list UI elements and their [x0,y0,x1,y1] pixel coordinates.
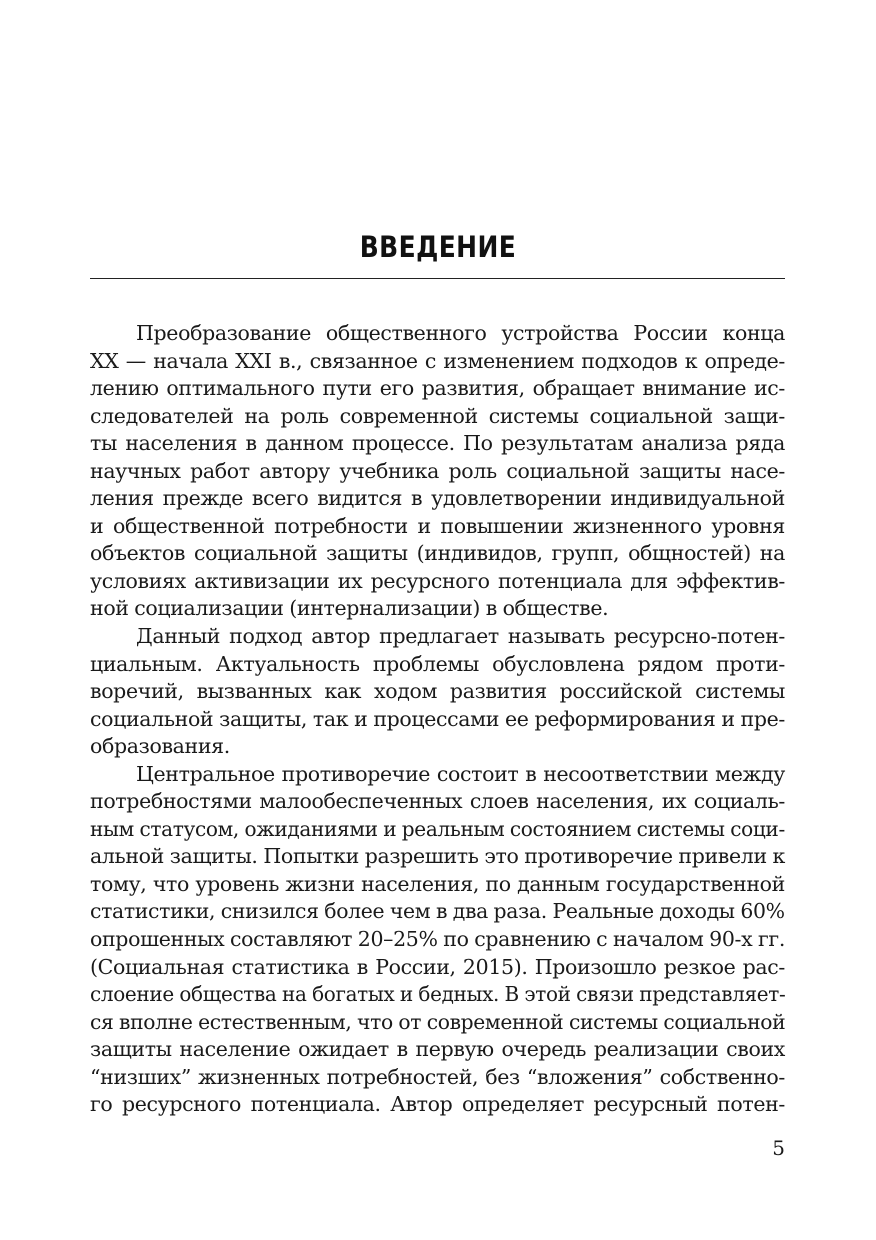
text-line: условиях активизации их ресурсного потенциала для эффектив- [90,568,785,593]
text-line: ным статусом, ожиданиями и реальным состоянием системы соци- [90,816,785,841]
text-line: научных работ автору учебника роль социальной защиты насе- [90,458,785,483]
text-line: потребностями малообеспеченных слоев населения, их социаль- [90,789,785,814]
text-line: защиты население ожидает в первую очередь реализации своих [90,1037,785,1062]
text-line: XX — начала XXI в., связанное с изменением подходов к опреде- [90,348,785,373]
text-line: статистики, снизился более чем в два раза. Реальные доходы 60% [90,899,785,924]
page-number: 5 [772,1136,785,1160]
text-line: циальным. Актуальность проблемы обусловлена рядом проти- [90,651,785,676]
text-line: альной защиты. Попытки разрешить это противоречие привели к [90,844,785,869]
text-line: лению оптимального пути его развития, обращает внимание ис- [90,376,785,401]
text-line: тому, что уровень жизни населения, по данным государственной [90,871,785,896]
paragraph-3 [90,761,785,1119]
text-line: “низших” жизненных потребностей, без “вложения” собственно- [90,1064,785,1089]
text-line: образования. [90,734,230,759]
text-line: ной социализации (интернализации) в обществе. [90,596,609,621]
text-line: опрошенных составляют 20–25% по сравнению с началом 90-х гг. [90,927,785,952]
text-line: ты населения в данном процессе. По результатам анализа ряда [90,431,785,456]
chapter-title: ВВЕДЕНИЕ [359,230,517,264]
paragraph-1 [90,320,785,623]
text-line: Преобразование общественного устройства России конца [136,321,785,345]
text-line: Данный подход автор предлагает называть ресурсно-потен- [136,624,785,649]
text-line: го ресурсного потенциала. Автор определяет ресурсный потен- [90,1092,785,1117]
text-line: Центральное противоречие состоит в несоответствии между [136,761,785,786]
text-line: следователей на роль современной системы социальной защи- [90,403,785,428]
text-line: (Социальная статистика в России, 2015). Произошло резкое рас- [90,954,785,979]
title-underline-rule [90,278,785,279]
paragraph-2 [90,623,785,761]
text-line: ления прежде всего видится в удовлетворении индивидуальной [90,486,785,511]
text-line: слоение общества на богатых и бедных. В этой связи представляет- [90,982,786,1007]
text-line: ся вполне естественным, что от современной системы социальной [90,1009,786,1034]
text-line: воречий, вызванных как ходом развития российской системы [90,679,785,704]
text-line: и общественной потребности и повышении жизненного уровня [90,513,785,538]
text-line: социальной защиты, так и процессами ее реформирования и пре- [90,706,785,731]
body-text [90,320,785,1119]
text-line: объектов социальной защиты (индивидов, групп, общностей) на [90,541,785,566]
